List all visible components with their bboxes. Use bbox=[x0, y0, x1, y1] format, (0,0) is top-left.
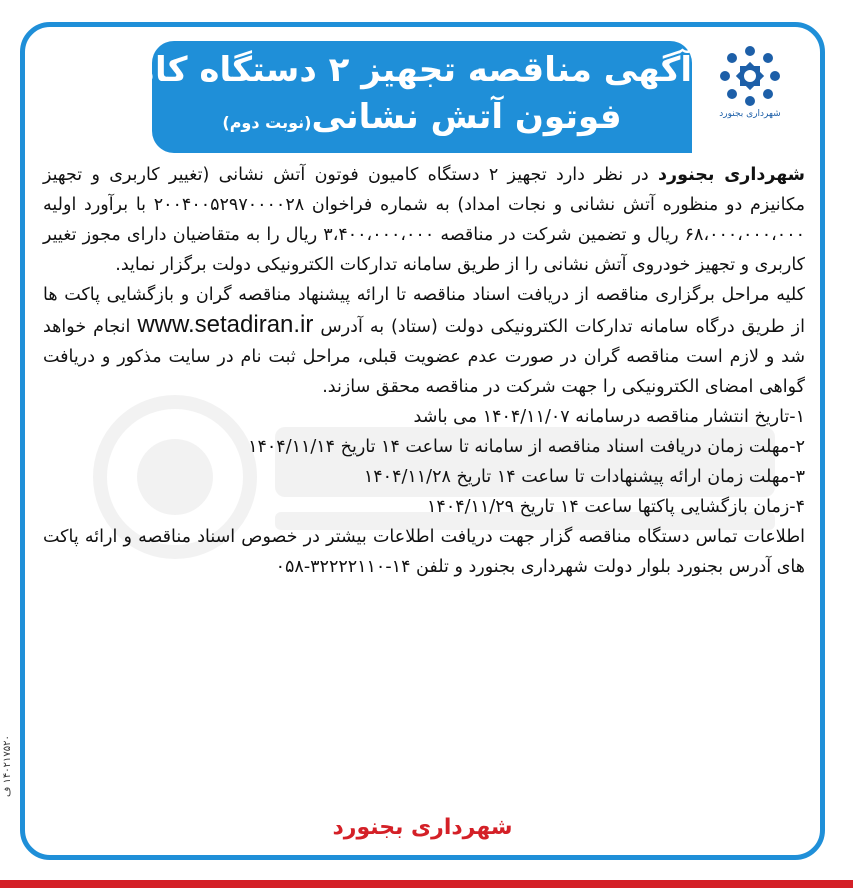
title-line-2-text: فوتون آتش نشانی bbox=[311, 97, 622, 137]
paragraph-procedure bbox=[43, 280, 805, 402]
paragraph-intro-text: در نظر دارد تجهیز ۲ دستگاه کامیون فوتون آتش نشانی (تغییر کاربری و تجهیز مکانیزم دو منظوره آتش نشانی و نجات امداد) به شماره فراخوان ۲۰۰۴۰۰۵۲۹۷۰۰۰۰۲۸ با برآورد اولیه ۶۸،۰۰۰،۰۰۰،۰۰۰ ریال و تضمین شرکت در مناقصه ۳،۴۰۰،۰۰۰،۰۰۰ ریال را به متقاضیان دارای مجوز تغییر کاربری و تجهیز خودروی آتش نشانی را از طریق سامانه تدارکات الکترونیکی دولت برگزار نماید. bbox=[43, 165, 805, 275]
notice-header bbox=[25, 27, 820, 155]
setad-url-link[interactable]: www.setadiran.ir bbox=[137, 311, 314, 338]
notice-body bbox=[43, 160, 805, 582]
side-reference-code: ۱۴۰۲۱۷۵۲۰ ف bbox=[2, 735, 13, 797]
title-line-1: آگهی مناقصه تجهیز ۲ دستگاه کامیون bbox=[69, 50, 692, 90]
list-item: ۲-مهلت زمان دریافت اسناد مناقصه از سامانه تا ساعت ۱۴ تاریخ ۱۴۰۴/۱۱/۱۴ bbox=[248, 437, 805, 457]
title-round-note: (نوبت دوم) bbox=[222, 113, 312, 132]
list-item: ۱-تاریخ انتشار مناقصه درسامانه ۱۴۰۴/۱۱/۰۷ می باشد bbox=[413, 407, 805, 427]
municipality-emblem-icon bbox=[719, 45, 781, 107]
list-item: ۳-مهلت زمان ارائه پیشنهادات تا ساعت ۱۴ تاریخ ۱۴۰۴/۱۱/۲۸ bbox=[363, 467, 805, 487]
signature: شهرداری بجنورد bbox=[332, 815, 513, 840]
notice-frame bbox=[20, 22, 825, 860]
paragraph-contact: اطلاعات تماس دستگاه مناقصه گزار جهت دریافت اطلاعات بیشتر در خصوص اسناد مناقصه و ارائه پاکت های آدرس بجنورد بلوار دولت شهرداری بجنورد و تلفن ۱۴-۳۲۲۲۲۱۱۰-۰۵۸ bbox=[43, 527, 805, 577]
lead-organization: شهرداری بجنورد bbox=[658, 165, 805, 185]
paragraph-intro bbox=[43, 160, 805, 280]
title-banner bbox=[69, 41, 692, 153]
paragraph-procedure-end: انجام خواهد شد و لازم است مناقصه گران در صورت عدم عضویت قبلی، مراحل ثبت نام در سایت مذکور و دریافت گواهی امضای الکترونیکی را جهت شرکت در مناقصه محقق سازند. bbox=[43, 317, 805, 397]
bottom-red-bar bbox=[0, 880, 853, 888]
paragraph-procedure-start: کلیه مراحل برگزاری مناقصه از دریافت اسناد مناقصه تا ارائه پیشنهاد مناقصه گران و بازگشایی پاکت ها از طریق درگاه سامانه تدارکات الکترونیکی دولت (ستاد) به آدرس bbox=[43, 285, 805, 337]
list-item: ۴-زمان بازگشایی پاکتها ساعت ۱۴ تاریخ ۱۴۰۴/۱۱/۲۹ bbox=[427, 497, 805, 517]
title-line-2 bbox=[152, 93, 692, 147]
logo-caption: شهرداری بجنورد bbox=[719, 109, 781, 119]
municipality-logo bbox=[700, 45, 800, 151]
